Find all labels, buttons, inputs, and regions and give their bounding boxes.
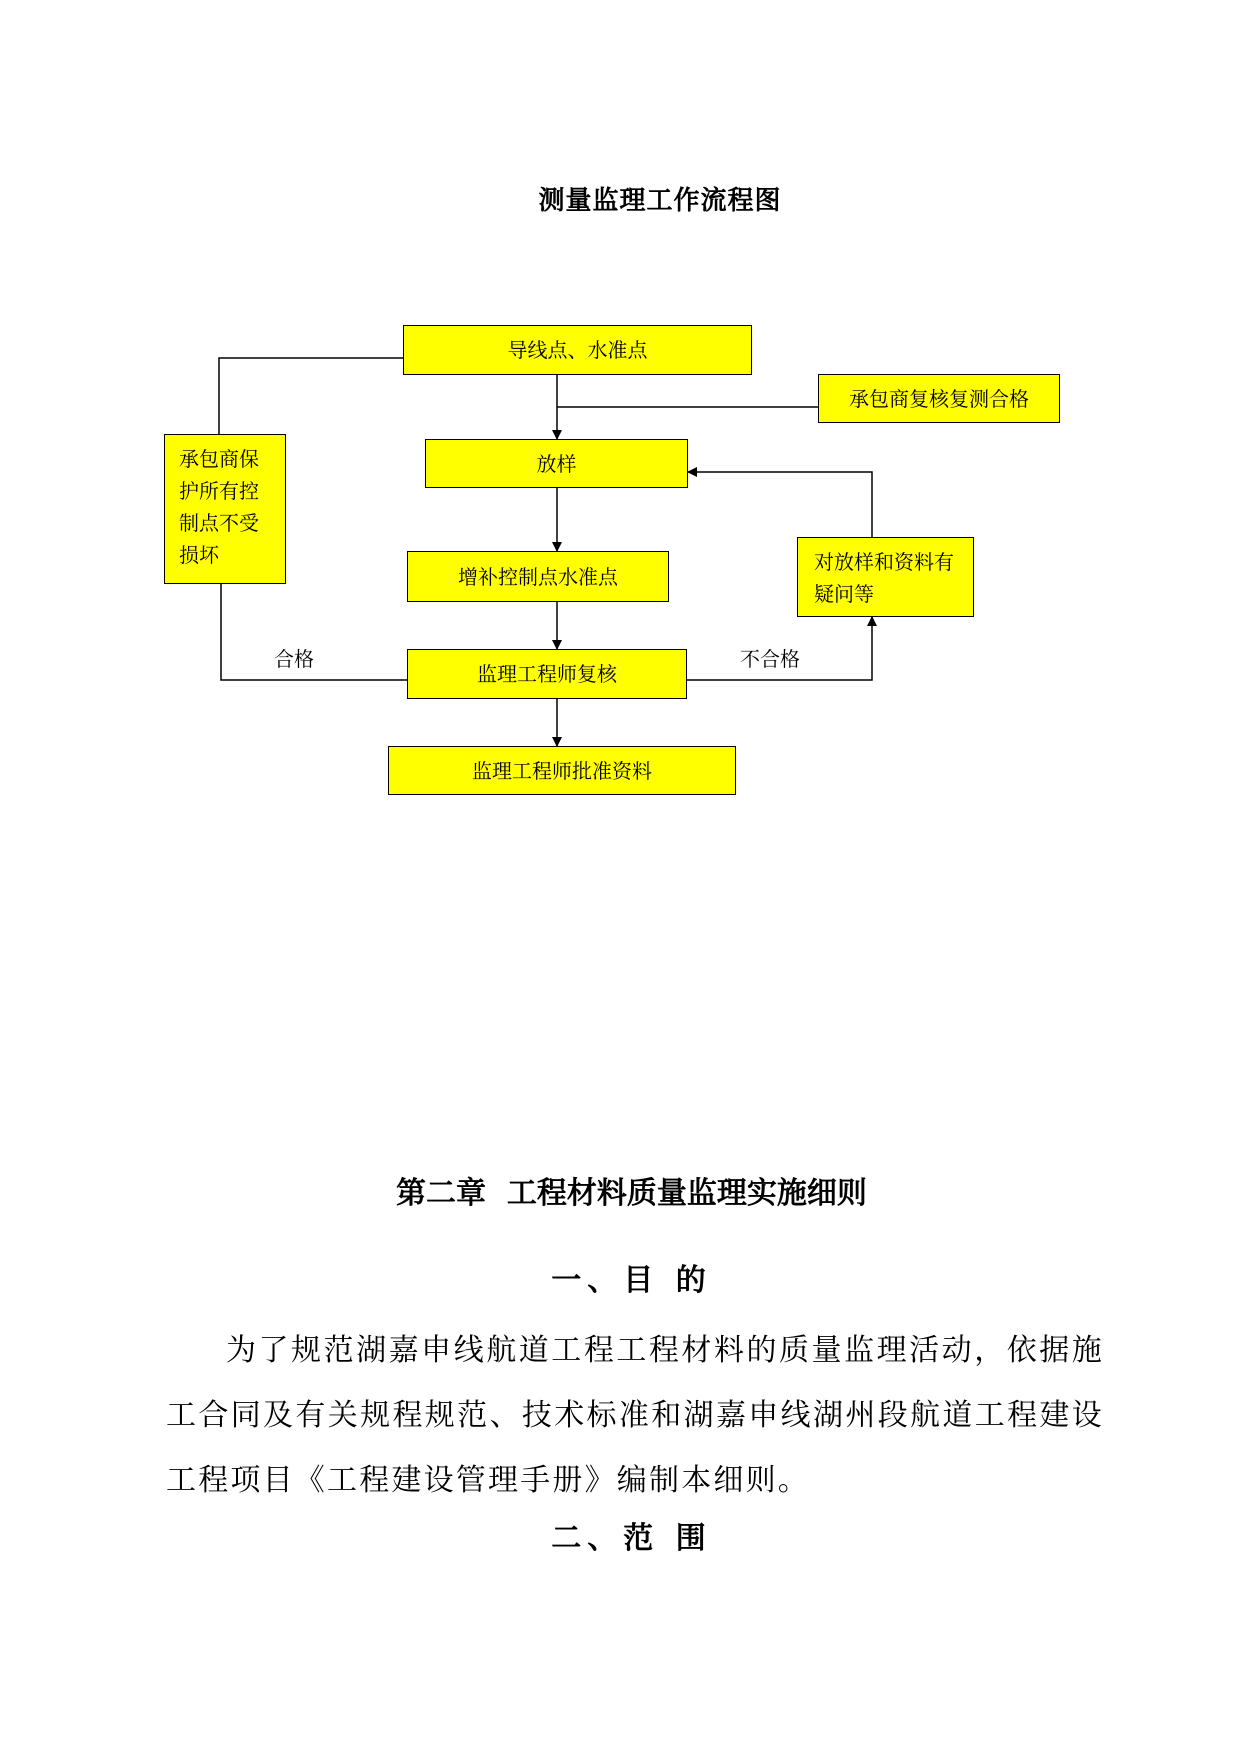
node-engineer-approve: 监理工程师批准资料 xyxy=(388,746,736,795)
node-engineer-review: 监理工程师复核 xyxy=(407,649,687,699)
node-contractor-recheck: 承包商复核复测合格 xyxy=(818,374,1060,423)
node-control-points: 导线点、水准点 xyxy=(403,325,752,375)
section-purpose-text: 为了规范湖嘉申线航道工程工程材料的质量监理活动，依据施工合同及有关规程规范、技术标准和湖嘉申线湖州段航道工程建设工程项目《工程建设管理手册》编制本细则。 xyxy=(166,1333,1104,1498)
node-add-control: 增补控制点水准点 xyxy=(407,551,669,602)
node-stakeout: 放样 xyxy=(425,439,688,488)
node-contractor-protect: 承包商保护所有控制点不受损坏 xyxy=(164,434,286,584)
edge-label-pass: 合格 xyxy=(274,647,314,671)
arrow-doubt-to-stakeout xyxy=(688,472,872,537)
edge-label-fail: 不合格 xyxy=(740,647,800,671)
section-heading-purpose: 一、目 的 xyxy=(551,1263,712,1298)
flowchart-title: 测量监理工作流程图 xyxy=(538,186,782,216)
chapter-title: 第二章 工程材料质量监理实施细则 xyxy=(396,1176,867,1211)
section-heading-scope: 二、范 围 xyxy=(551,1521,712,1556)
line-protect-to-review xyxy=(221,584,407,680)
node-doubt: 对放样和资料有疑问等 xyxy=(797,537,974,617)
line-control-to-protect xyxy=(219,358,403,438)
